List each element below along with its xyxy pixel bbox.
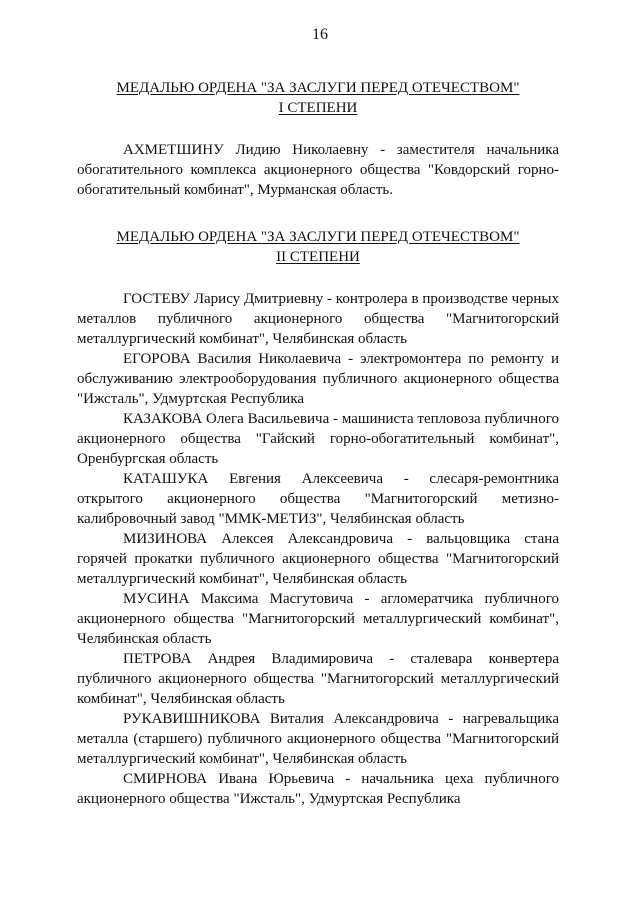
section-heading-line-2: II СТЕПЕНИ xyxy=(276,249,360,265)
section-heading-line-1: МЕДАЛЬЮ ОРДЕНА "ЗА ЗАСЛУГИ ПЕРЕД ОТЕЧЕСТВОМ" xyxy=(116,80,520,96)
recipient-list xyxy=(77,289,559,809)
section-heading-line-2: I СТЕПЕНИ xyxy=(278,100,358,116)
document-body xyxy=(77,78,559,809)
recipient-entry: РУКАВИШНИКОВА Виталия Александровича - нагревальщика металла (старшего) публичного акционерного общества "Магнитогорский металлургический комбинат", Челябинская область xyxy=(77,711,559,767)
recipient-entry: МИЗИНОВА Алексея Александровича - вальцовщика стана горячей прокатки публичного акционерного общества "Магнитогорский металлургический комбинат", Челябинская область xyxy=(77,531,559,587)
recipient-list xyxy=(77,140,559,200)
recipient-entry: ПЕТРОВА Андрея Владимировича - сталевара конвертера публичного акционерного общества "Магнитогорский металлургический комбинат", Челябинская область xyxy=(77,651,559,707)
recipient-entry: АХМЕТШИНУ Лидию Николаевну - заместителя начальника обогатительного комплекса акционерного общества "Ковдорский горно-обогатительный комбинат", Мурманская область. xyxy=(77,142,559,198)
recipient-entry: КАТАШУКА Евгения Алексеевича - слесаря-ремонтника открытого акционерного общества "Магнитогорский метизно-калибровочный завод "ММК-МЕТИЗ", Челябинская область xyxy=(77,471,559,527)
recipient-entry: СМИРНОВА Ивана Юрьевича - начальника цеха публичного акционерного общества "Ижсталь", Удмуртская Республика xyxy=(77,771,559,807)
section-heading-line-1: МЕДАЛЬЮ ОРДЕНА "ЗА ЗАСЛУГИ ПЕРЕД ОТЕЧЕСТВОМ" xyxy=(116,229,520,245)
award-section-second-degree xyxy=(77,227,559,809)
page-number: 16 xyxy=(312,26,328,43)
section-heading xyxy=(77,227,559,267)
recipient-entry: КАЗАКОВА Олега Васильевича - машиниста тепловоза публичного акционерного общества "Гайский горно-обогатительный комбинат", Оренбургская область xyxy=(77,411,559,467)
recipient-entry: ЕГОРОВА Василия Николаевича - электромонтера по ремонту и обслуживанию электрооборудования публичного акционерного общества "Ижсталь", Удмуртская Республика xyxy=(77,351,559,407)
section-heading xyxy=(77,78,559,118)
recipient-entry: МУСИНА Максима Масгутовича - агломератчика публичного акционерного общества "Магнитогорский металлургический комбинат", Челябинская область xyxy=(77,591,559,647)
recipient-entry: ГОСТЕВУ Ларису Дмитриевну - контролера в производстве черных металлов публичного акционерного общества "Магнитогорский металлургический комбинат", Челябинская область xyxy=(77,291,559,347)
award-section-first-degree xyxy=(77,78,559,200)
